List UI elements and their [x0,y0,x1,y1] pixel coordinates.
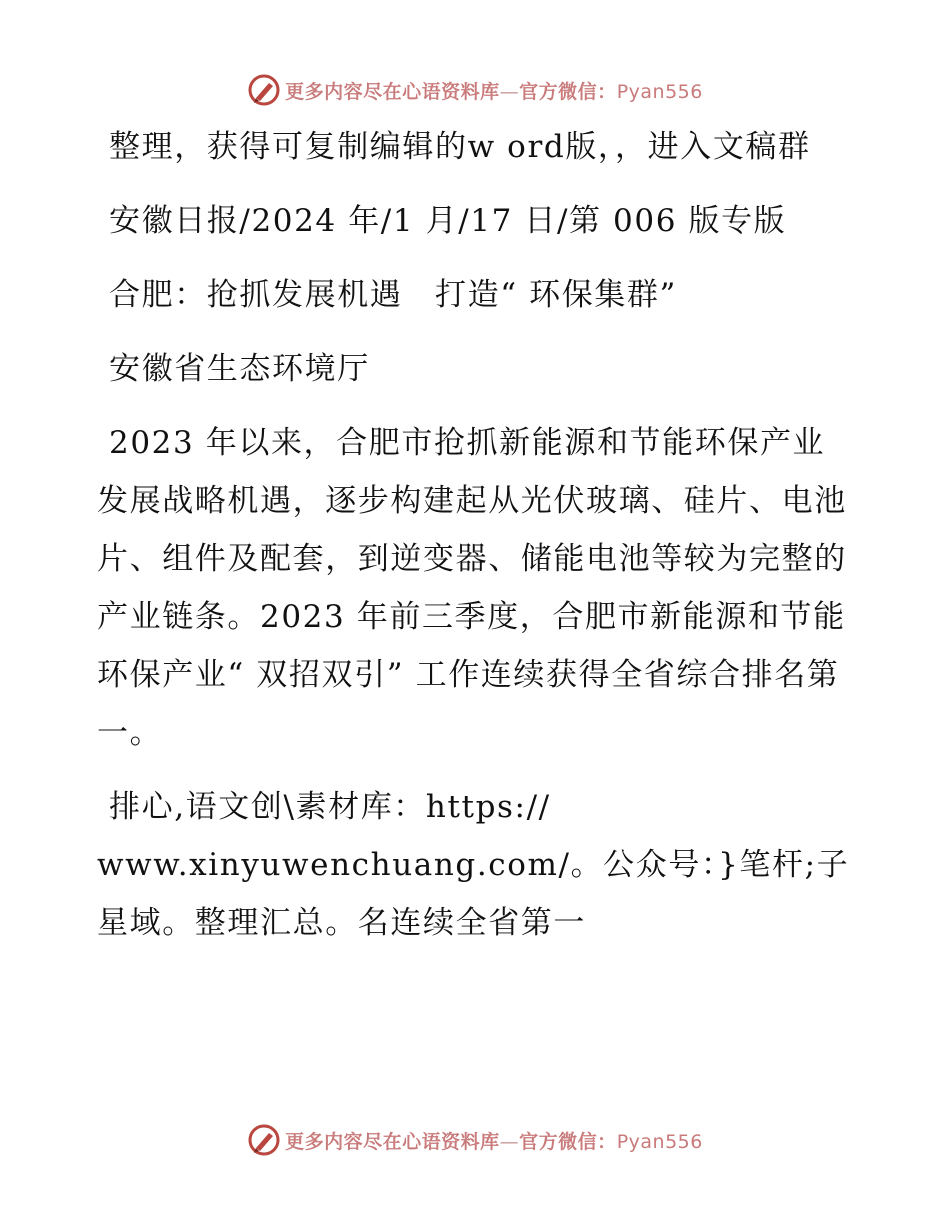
document-body [97,118,857,968]
intro-paragraph: 整理，获得可复制编辑的w ord版，，进入文稿群 [109,129,811,165]
body-paragraph: 2023 年以来，合肥市抢抓新能源和节能环保产业发展战略机遇，逐步构建起从光伏玻璃、硅片、电池片、组件及配套，到逆变器、储能电池等较为完整的产业链条。2023 年前三季度，合肥市新能源和节能环保产业“ 双招双引” 工作连续获得全省综合排名第一。 [97,425,847,751]
watermark-official: 官方微信： [519,1130,617,1153]
article-author: 安徽省生态环境厅 [109,351,370,387]
watermark-handle: Pyan556 [616,1130,703,1153]
article-title: 合肥：抢抓发展机遇 打造“ 环保集群” [109,277,677,313]
watermark-official: 官方微信： [519,80,617,103]
watermark-separator: — [499,1130,520,1153]
header-watermark [0,70,950,110]
pen-logo-icon [247,1123,281,1157]
pen-logo-icon [247,73,281,107]
watermark-text [285,1127,703,1154]
resource-line: 排心,语文创\素材库：https:// [109,789,551,825]
watermark-separator: — [499,80,520,103]
watermark-handle: Pyan556 [616,80,703,103]
watermark-group [247,1123,703,1157]
source-line: 安徽日报/2024 年/1 月/17 日/第 006 版专版 [109,203,787,239]
watermark-group [247,73,703,107]
watermark-brand: 更多内容尽在心语资料库 [285,80,500,103]
resource-url-line: www.xinyuwenchuang.com/。公众号：}笔杆;子星域。整理汇总。名连续全省第一 [97,847,850,941]
footer-watermark [0,1120,950,1160]
watermark-brand: 更多内容尽在心语资料库 [285,1130,500,1153]
watermark-text [285,77,703,104]
